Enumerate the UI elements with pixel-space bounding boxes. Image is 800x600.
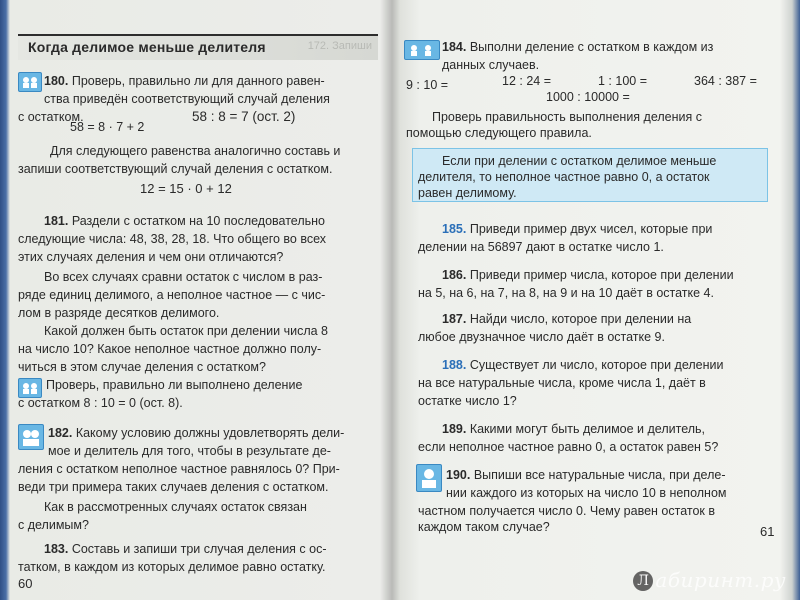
watermark-text: абиринт.ру	[655, 568, 786, 592]
equation: 9 : 10 =	[406, 78, 449, 92]
exercise-number-188: 188.	[442, 358, 467, 372]
exercise-text: Во всех случаях сравни остаток с числом в раз-	[44, 270, 323, 284]
exercise-text: на все натуральные числа, кроме числа 1, даёт в	[418, 376, 706, 390]
page-number: 61	[760, 524, 775, 539]
exercise-text: этих случаях деления и чем они отличаются?	[18, 250, 284, 264]
exercise-text: если неполное частное равно 0, а остаток равен 5?	[418, 440, 719, 454]
exercise-text: татком, в каждом из которых делимое равно остатку.	[18, 560, 326, 574]
equation: 364 : 387 =	[694, 74, 757, 88]
rule-text: Если при делении с остатком делимое меньше	[442, 154, 717, 168]
bleed-through-text: 172. Запиши	[307, 40, 372, 52]
pair-work-icon	[18, 424, 44, 450]
exercise-text: Проверь правильность выполнения деления с	[432, 110, 702, 124]
exercise-text: Как в рассмотренных случаях остаток связан	[44, 500, 307, 514]
exercise-text: ления с остатком неполное частное равнялось 0? При-	[18, 462, 340, 476]
right-page	[398, 0, 790, 600]
exercise-text: Раздели с остатком на 10 последовательно	[71, 214, 325, 228]
exercise-text: частном получается число 0. Чему равен остаток в	[418, 504, 715, 518]
exercise-text: Приведи пример числа, которое при делении	[469, 268, 734, 282]
exercise-number-184: 184.	[442, 40, 467, 54]
equation: 1000 : 10000 =	[546, 90, 630, 104]
exercise-text: Проверь, правильно ли для данного равен-	[71, 74, 325, 88]
exercise-number-186: 186.	[442, 268, 467, 282]
left-page	[10, 0, 382, 600]
exercise-text: Найди число, которое при делении на	[469, 312, 692, 326]
exercise-text: помощью следующего правила.	[406, 126, 592, 140]
exercise-number-183: 183.	[44, 542, 69, 556]
exercise-text: остатке число 1?	[418, 394, 517, 408]
exercise-number-190: 190.	[446, 468, 471, 482]
exercise-number-185: 185.	[442, 222, 467, 236]
exercise-number-182: 182.	[48, 426, 73, 440]
page-number: 60	[18, 576, 33, 591]
exercise-text: любое двузначное число даёт в остатке 9.	[418, 330, 665, 344]
rule-text: делителя, то неполное частное равно 0, а остаток	[418, 170, 710, 184]
exercise-text: с остатком 8 : 10 = 0 (ост. 8).	[18, 396, 183, 410]
labirint-logo-icon: Л	[633, 571, 653, 591]
thinking-person-icon	[416, 464, 442, 492]
exercise-text: ства приведён соответствующий случай деления	[44, 92, 330, 106]
exercise-text: Какой должен быть остаток при делении числа 8	[44, 324, 329, 338]
exercise-check-icon	[18, 72, 42, 92]
section-header	[18, 34, 378, 60]
exercise-number-181: 181.	[44, 214, 69, 228]
exercise-text: с остатком.	[18, 110, 84, 124]
exercise-text: на число 10? Какое неполное частное должно полу-	[18, 342, 322, 356]
exercise-number-189: 189.	[442, 422, 467, 436]
equation: 58 : 8 = 7 (ост. 2)	[192, 109, 296, 124]
section-title: Когда делимое меньше делителя	[28, 39, 266, 55]
exercise-text: ряде единиц делимого, а неполное частное — с чис-	[18, 288, 326, 302]
exercise-text: Приведи пример двух чисел, которые при	[469, 222, 713, 236]
exercise-text: лом в разряде десятков делимого.	[18, 306, 220, 320]
exercise-number-180: 180.	[44, 74, 69, 88]
equation: 12 : 24 =	[502, 74, 551, 88]
exercise-text: мое и делитель для того, чтобы в результате де-	[48, 444, 331, 458]
exercise-text: Какими могут быть делимое и делитель,	[469, 422, 706, 436]
exercise-text: Проверь, правильно ли выполнено деление	[46, 378, 303, 392]
exercise-check-icon	[404, 40, 440, 60]
exercise-text: Выпиши все натуральные числа, при деле-	[473, 468, 726, 482]
exercise-text: Существует ли число, которое при делении	[469, 358, 724, 372]
exercise-text: с делимым?	[18, 518, 89, 532]
watermark	[633, 568, 786, 592]
exercise-text: каждом таком случае?	[418, 520, 550, 534]
exercise-text: делении на 56897 дают в остатке число 1.	[418, 240, 664, 254]
exercise-text: читься в этом случае деления с остатком?	[18, 360, 266, 374]
exercise-text: Составь и запиши три случая деления с ос-	[71, 542, 327, 556]
exercise-text: данных случаев.	[442, 58, 540, 72]
exercise-text: Выполни деление с остатком в каждом из	[469, 40, 714, 54]
equation: 12 = 15 · 0 + 12	[140, 181, 232, 196]
exercise-text: запиши соответствующий случай деления с остатком.	[18, 162, 333, 176]
rule-text: равен делимому.	[418, 186, 517, 200]
equation: 58 = 8 · 7 + 2	[70, 120, 145, 134]
equation: 1 : 100 =	[598, 74, 647, 88]
exercise-text: Какому условию должны удовлетворять дели-	[75, 426, 345, 440]
exercise-text: веди три примера таких случаев деления с остатком.	[18, 480, 329, 494]
exercise-text: на 5, на 6, на 7, на 8, на 9 и на 10 даёт в остатке 4.	[418, 286, 714, 300]
exercise-text: нии каждого из которых на число 10 в неполном	[446, 486, 727, 500]
exercise-text: следующие числа: 48, 38, 28, 18. Что общего во всех	[18, 232, 327, 246]
exercise-text: Для следующего равенства аналогично составь и	[50, 144, 341, 158]
exercise-number-187: 187.	[442, 312, 467, 326]
